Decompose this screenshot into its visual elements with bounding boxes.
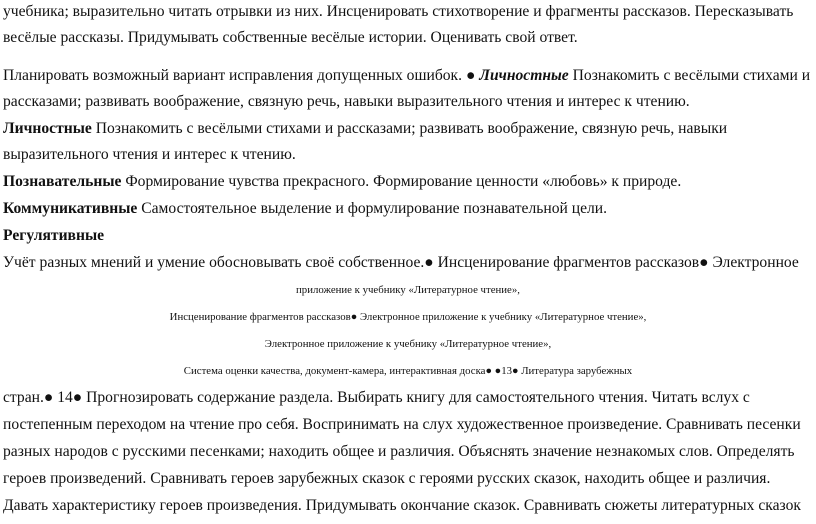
text-line-17: разных народов с русскими песенками; находить общее и различия. Объяснять значение незнакомых слов. Определять [3, 443, 795, 460]
text-line-10: Учёт разных мнений и умение обосновывать своё собственное.● Инсценирование фрагментов рассказов● Электронное [3, 254, 799, 271]
text-line-12: Инсценирование фрагментов рассказов● Электронное приложение к учебнику «Литературное чтение», [169, 311, 647, 323]
text-line-11: приложение к учебнику «Литературное чтение», [296, 284, 520, 296]
text-line-3 [3, 66, 810, 86]
text-span: Планировать возможный вариант исправления допущенных ошибок. [3, 67, 466, 84]
text-span: Познакомить с весёлыми стихами и [568, 67, 811, 84]
text-line-14: Система оценки качества, документ-камера, интерактивная доска● ●13● Литература зарубежных [183, 365, 633, 377]
text-line-19: Давать характеристику героев произведения. Придумывать окончание сказок. Сравнивать сюжеты литературных сказок [3, 497, 801, 514]
section-label-communicative: Коммуникативные [3, 200, 138, 217]
text-line-4: рассказами; развивать воображение, связную речь, навыки выразительного чтения и интерес к чтению. [3, 93, 690, 110]
text-line-2: весёлые рассказы. Придумывать собственные весёлые истории. Оценивать свой ответ. [3, 29, 578, 46]
text-span: Самостоятельное выделение и формулирование познавательной цели. [137, 200, 608, 217]
text-line-13: Электронное приложение к учебнику «Литературное чтение», [264, 338, 552, 350]
section-label-cognitive: Познавательные [3, 173, 122, 190]
section-label-regulatory: Регулятивные [3, 227, 105, 244]
bullet-icon: ● [465, 67, 480, 84]
text-span: Познакомить с весёлыми стихами и рассказами; развивать воображение, связную речь, навыки [91, 120, 728, 137]
text-line-9 [3, 226, 104, 246]
section-label-personal: Личностные [479, 67, 569, 84]
section-label-personal: Личностные [3, 120, 92, 137]
text-line-16: постепенным переходом на чтение про себя. Воспринимать на слух художественное произведение. Сравнивать песенки [3, 416, 801, 433]
text-line-8 [3, 199, 607, 219]
text-span: Формирование чувства прекрасного. Формирование ценности «любовь» к природе. [121, 173, 682, 190]
text-line-5 [3, 119, 727, 139]
text-line-1: учебника; выразительно читать отрывки из них. Инсценировать стихотворение и фрагменты рассказов. Пересказывать [3, 3, 794, 20]
text-line-18: героев произведений. Сравнивать героев зарубежных сказок с героями русских сказок, находить общее и различия. [3, 470, 771, 487]
text-line-7 [3, 172, 681, 192]
text-line-6: выразительного чтения и интерес к чтению. [3, 146, 296, 163]
text-line-15: стран.● 14● Прогнозировать содержание раздела. Выбирать книгу для самостоятельного чтения. Читать вслух с [3, 389, 750, 406]
